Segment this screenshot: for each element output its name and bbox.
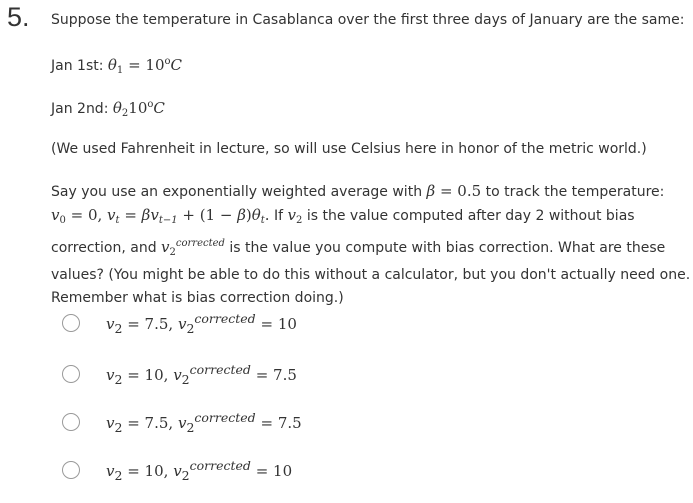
v2-corrected-symbol: $v_2^{corrected}$	[161, 238, 225, 258]
body-line-1: Say you use an exponentially weighted average with β = 0.5 to track the temperature:	[51, 182, 665, 200]
jan1-line	[51, 50, 683, 82]
body-line-2: $v_0 = 0$, $v_t = \beta v_{t-1} + (1 - \beta)\theta_t$. If $v_2$ is the value computed after day 2 without bias	[51, 206, 635, 226]
question-note: (We used Fahrenheit in lecture, so will use Celsius here in honor of the metric world.)	[51, 141, 647, 157]
beta-equation: β = 0.5	[426, 182, 482, 200]
answer-option-4[interactable]	[62, 455, 462, 485]
option-label[interactable]: $v_2 = 10$, $v_2^{corrected} = 7.5$	[106, 361, 297, 387]
option-label[interactable]: $v_2 = 7.5$, $v_2^{corrected} = 10$	[106, 310, 297, 336]
answer-option-3[interactable]	[62, 407, 462, 437]
radio-button[interactable]	[62, 461, 80, 479]
answer-option-2[interactable]	[62, 359, 462, 389]
option-label[interactable]: $v_2 = 7.5$, $v_2^{corrected} = 7.5$	[106, 409, 302, 435]
question-body	[51, 180, 691, 310]
jan1-math: $\theta_1 = 10^oC$	[107, 56, 183, 76]
question-intro: Suppose the temperature in Casablanca over the first three days of January are the same:	[51, 12, 685, 28]
v2-symbol: $v_2$	[287, 206, 303, 226]
radio-button[interactable]	[62, 365, 80, 383]
option-label[interactable]: $v_2 = 10$, $v_2^{corrected} = 10$	[106, 457, 293, 483]
radio-button[interactable]	[62, 413, 80, 431]
question-number: 5.	[7, 2, 30, 32]
jan2-line	[51, 93, 683, 125]
jan2-label: Jan 2nd:	[51, 101, 113, 117]
answer-option-1[interactable]	[62, 308, 462, 338]
body-line-3: correction, and $v_2^{corrected}$ is the value you compute with bias correction. What are these	[51, 238, 666, 258]
body-line-4: values? (You might be able to do this without a calculator, but you don't actually need one.	[51, 267, 691, 283]
ewa-formula: $v_0 = 0$, $v_t = \beta v_{t-1} + (1 - \beta)\theta_t$.	[51, 206, 270, 226]
radio-button[interactable]	[62, 314, 80, 332]
jan2-math: $\theta_210^oC$	[112, 99, 165, 119]
jan1-label: Jan 1st:	[51, 58, 108, 74]
body-line-5: Remember what is bias correction doing.)	[51, 290, 344, 306]
